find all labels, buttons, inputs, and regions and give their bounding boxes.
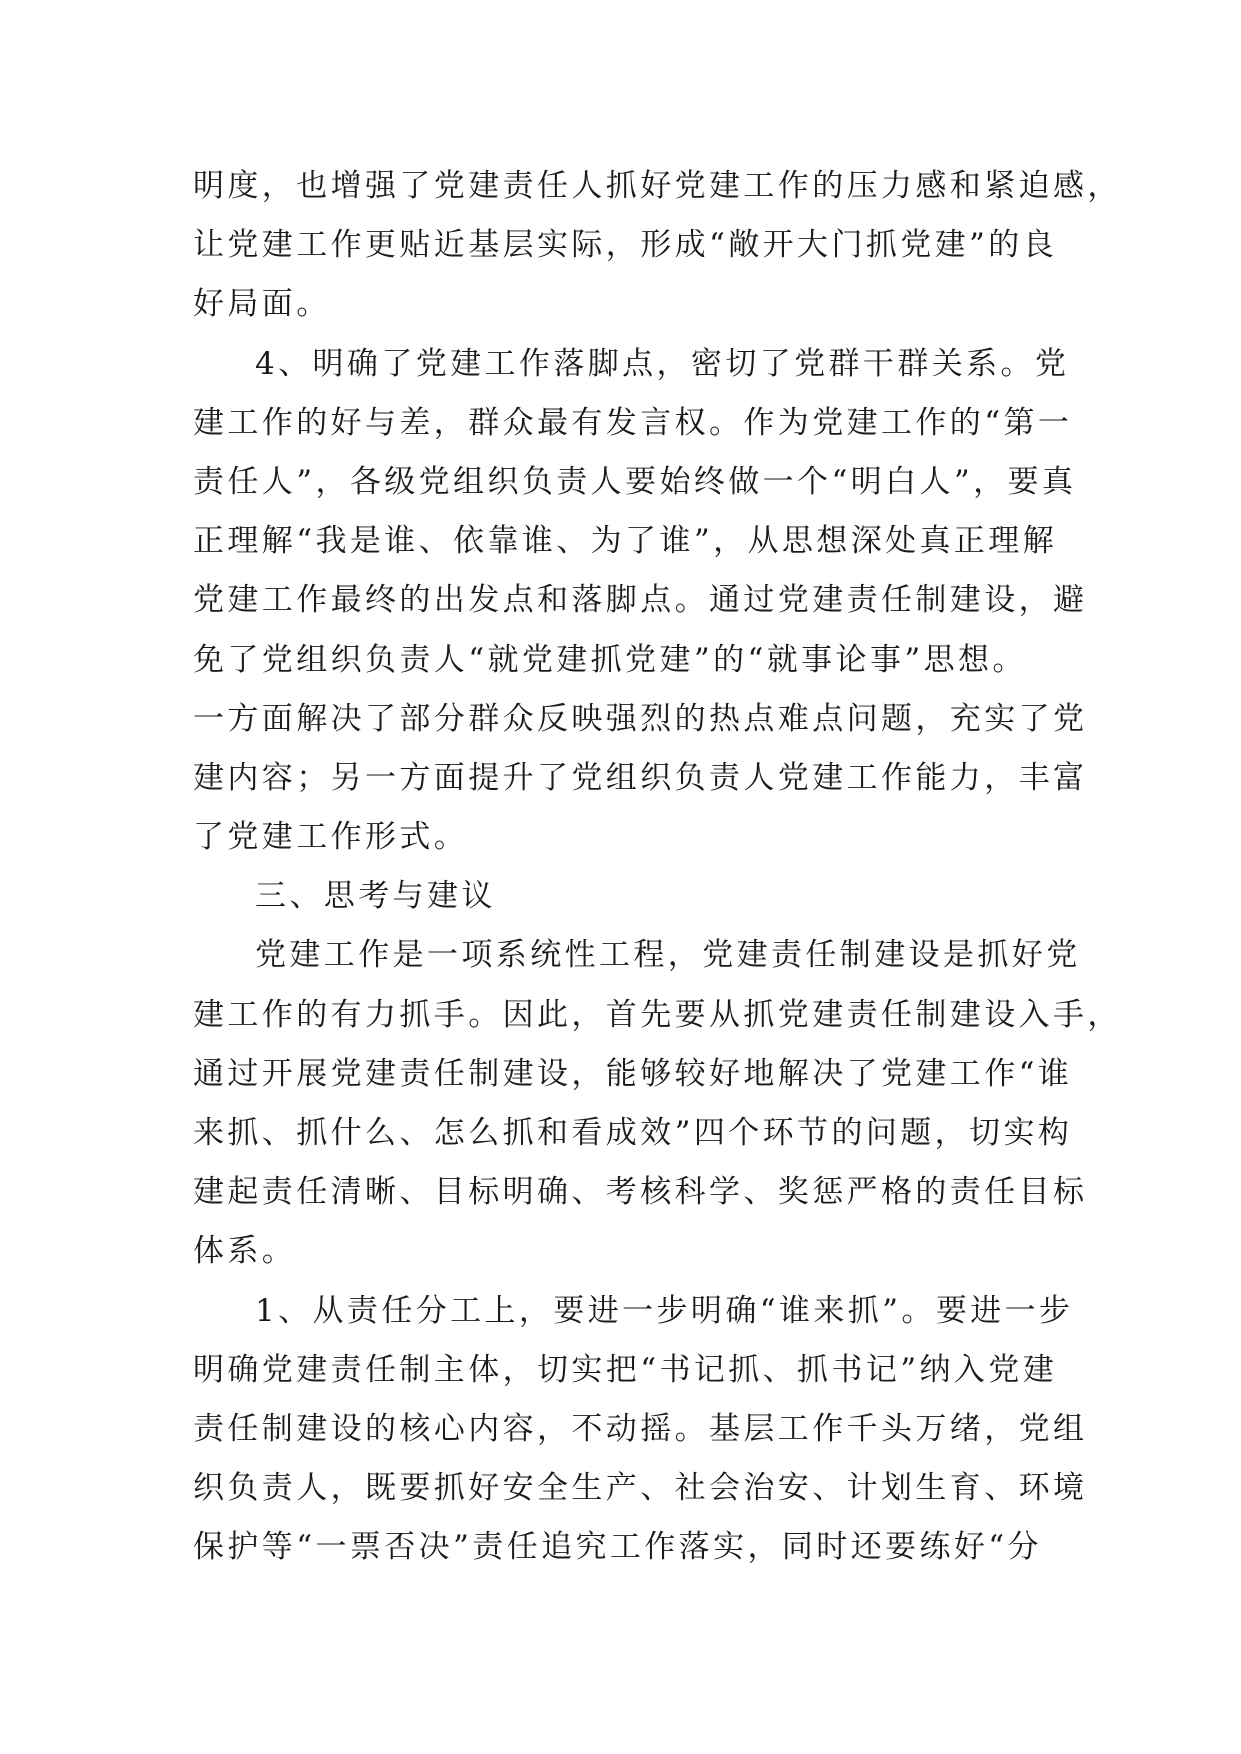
- text-line: 责任制建设的核心内容，不动摇。基层工作千头万绪，党组: [193, 1410, 1088, 1447]
- text-line: 好局面。: [193, 286, 331, 323]
- text-line: 党建工作是一项系统性工程，党建责任制建设是抓好党: [255, 937, 1081, 974]
- text-line: 建工作的好与差，群众最有发言权。作为党建工作的“第一: [193, 404, 1073, 441]
- text-line: 体系。: [193, 1233, 297, 1270]
- text-line: 建工作的有力抓手。因此，首先要从抓党建责任制建设入手，: [193, 996, 1122, 1033]
- text-line: 责任人”，各级党组织负责人要始终做一个“明白人”，要真: [193, 463, 1077, 500]
- text-line: 了党建工作形式。: [193, 819, 469, 856]
- text-line: 通过开展党建责任制建设，能够较好地解决了党建工作“谁: [193, 1055, 1073, 1092]
- text-line: 明度，也增强了党建责任人抓好党建工作的压力感和紧迫感，: [193, 168, 1122, 204]
- text-line: 保护等“一票否决”责任追究工作落实，同时还要练好“分: [193, 1529, 1042, 1566]
- text-line: 让党建工作更贴近基层实际，形成“敞开大门抓党建”的良: [193, 227, 1058, 264]
- section-heading: 三、思考与建议: [255, 878, 496, 915]
- text-line: 明确党建责任制主体，切实把“书记抓、抓书记”纳入党建: [193, 1351, 1058, 1388]
- text-line: 1、从责任分工上，要进一步明确“谁来抓”。要进一步: [255, 1292, 1074, 1329]
- text-line: 建起责任清晰、目标明确、考核科学、奖惩严格的责任目标: [193, 1174, 1088, 1211]
- text-line: 4、明确了党建工作落脚点，密切了党群干群关系。党: [255, 345, 1070, 382]
- text-line: 来抓、抓什么、怎么抓和看成效”四个环节的问题，切实构: [193, 1115, 1073, 1151]
- text-line: 免了党组织负责人“就党建抓党建”的“就事论事”思想。: [193, 641, 1027, 678]
- text-line: 一方面解决了部分群众反映强烈的热点难点问题，充实了党: [193, 700, 1088, 737]
- text-line: 建内容；另一方面提升了党组织负责人党建工作能力，丰富: [193, 759, 1088, 796]
- text-line: 党建工作最终的出发点和落脚点。通过党建责任制建设，避: [193, 582, 1088, 619]
- text-line: 织负责人，既要抓好安全生产、社会治安、计划生育、环境: [193, 1470, 1088, 1507]
- document-body: [193, 157, 1122, 1578]
- text-line: 正理解“我是谁、依靠谁、为了谁”，从思想深处真正理解: [193, 523, 1058, 560]
